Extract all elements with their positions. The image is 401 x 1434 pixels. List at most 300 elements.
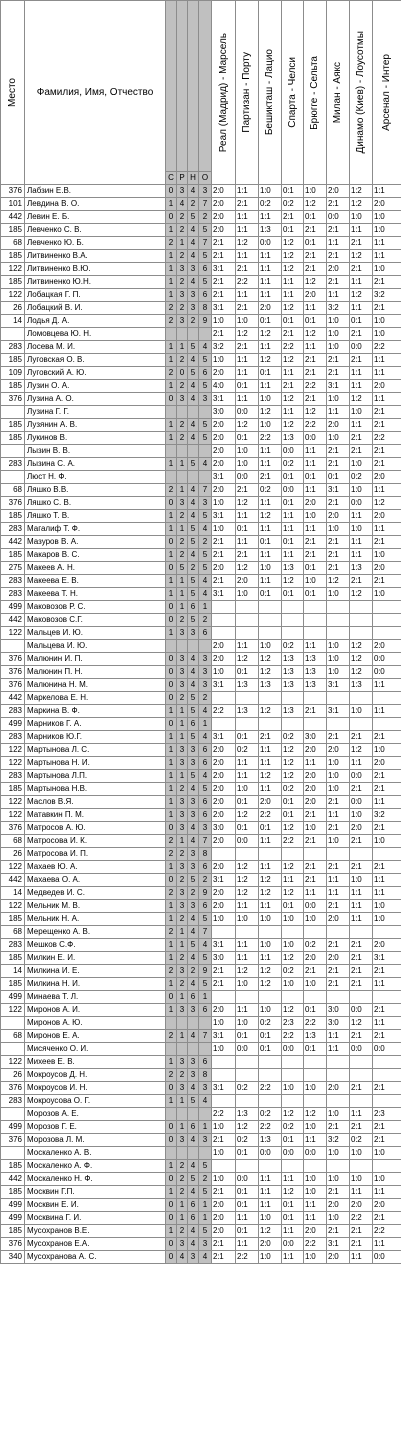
- stat-cell: [166, 640, 177, 653]
- score-cell: 1:0: [327, 432, 350, 445]
- stat-cell: 4: [188, 1238, 199, 1251]
- score-cell: [236, 926, 259, 939]
- score-cell: 2:0: [259, 796, 282, 809]
- table-row: [1, 718, 401, 731]
- stat-cell: 5: [199, 432, 212, 445]
- place-cell: 185: [1, 1186, 25, 1199]
- score-cell: 3:1: [212, 471, 236, 484]
- name-cell: Мельник Н. А.: [25, 913, 166, 926]
- score-cell: [282, 1056, 304, 1069]
- place-cell: 185: [1, 913, 25, 926]
- score-cell: 1:0: [327, 393, 350, 406]
- score-cell: 1:1: [259, 900, 282, 913]
- stat-cell: 2: [177, 1186, 188, 1199]
- score-cell: 1:3: [259, 224, 282, 237]
- stat-cell: [199, 406, 212, 419]
- stat-cell: [199, 445, 212, 458]
- score-cell: [327, 627, 350, 640]
- stat-cell: 1: [177, 991, 188, 1004]
- stat-cell: 0: [166, 1212, 177, 1225]
- score-cell: 1:2: [282, 861, 304, 874]
- match-header-cell: [282, 1, 304, 185]
- score-cell: 1:0: [212, 1017, 236, 1030]
- stat-cell: 2: [166, 848, 177, 861]
- name-cell: Махаев Ю. А.: [25, 861, 166, 874]
- score-cell: 2:0: [212, 1225, 236, 1238]
- stat-cell: 2: [166, 315, 177, 328]
- score-cell: [282, 692, 304, 705]
- stat-cell: 1: [166, 1186, 177, 1199]
- score-cell: 0:1: [304, 562, 327, 575]
- stat-cell: 7: [199, 1030, 212, 1043]
- score-cell: 1:0: [373, 1173, 401, 1186]
- stat-cell: 0: [166, 874, 177, 887]
- score-cell: 0:2: [282, 198, 304, 211]
- score-cell: 1:1: [282, 406, 304, 419]
- table-row: [1, 1147, 401, 1160]
- stat-label-points: О: [199, 172, 212, 185]
- score-cell: 2:1: [327, 1225, 350, 1238]
- stat-cell: 4: [188, 432, 199, 445]
- score-cell: 2:2: [236, 1251, 259, 1264]
- score-cell: 3:1: [212, 510, 236, 523]
- place-cell: 68: [1, 835, 25, 848]
- place-cell: [1, 1017, 25, 1030]
- stat-cell: 3: [188, 848, 199, 861]
- stat-cell: 5: [188, 705, 199, 718]
- stat-cell: 3: [199, 679, 212, 692]
- stat-cell: 0: [166, 211, 177, 224]
- stat-cell: 5: [199, 276, 212, 289]
- score-cell: 1:1: [373, 484, 401, 497]
- score-cell: 2:1: [212, 1238, 236, 1251]
- score-cell: 1:1: [236, 536, 259, 549]
- table-row: [1, 276, 401, 289]
- score-cell: 2:1: [282, 328, 304, 341]
- score-cell: 2:1: [373, 302, 401, 315]
- score-cell: 2:1: [373, 1121, 401, 1134]
- score-cell: [236, 848, 259, 861]
- score-cell: 1:1: [373, 978, 401, 991]
- stat-cell: [188, 1108, 199, 1121]
- stat-cell: 4: [188, 497, 199, 510]
- name-cell: Макеев А. Н.: [25, 562, 166, 575]
- score-cell: 1:1: [350, 1108, 373, 1121]
- score-cell: 1:0: [259, 640, 282, 653]
- stat-cell: 5: [188, 458, 199, 471]
- place-cell: 185: [1, 1225, 25, 1238]
- score-cell: 1:3: [282, 562, 304, 575]
- stat-cell: 5: [188, 211, 199, 224]
- table-row: [1, 822, 401, 835]
- score-cell: 1:0: [327, 523, 350, 536]
- score-cell: 1:3: [282, 653, 304, 666]
- stat-cell: 2: [166, 926, 177, 939]
- score-cell: 2:0: [212, 653, 236, 666]
- score-cell: [259, 614, 282, 627]
- score-cell: 1:1: [236, 289, 259, 302]
- stat-cell: 4: [188, 835, 199, 848]
- match-header: Милан - Аякс: [332, 61, 343, 124]
- match-header: Бешикташ - Лацио: [264, 49, 275, 136]
- score-cell: 1:1: [259, 757, 282, 770]
- stat-cell: 5: [199, 913, 212, 926]
- score-cell: 1:1: [304, 302, 327, 315]
- stat-cell: 1: [166, 276, 177, 289]
- score-cell: 1:0: [327, 1108, 350, 1121]
- score-cell: 1:3: [350, 562, 373, 575]
- score-cell: 2:1: [327, 549, 350, 562]
- score-cell: 2:1: [327, 445, 350, 458]
- score-cell: 1:2: [282, 250, 304, 263]
- name-cell: Макеева Е. В.: [25, 575, 166, 588]
- score-cell: 1:0: [236, 458, 259, 471]
- score-cell: 1:2: [259, 978, 282, 991]
- score-cell: 1:1: [350, 419, 373, 432]
- score-cell: 2:0: [327, 1251, 350, 1264]
- place-cell: 101: [1, 198, 25, 211]
- table-row: [1, 991, 401, 1004]
- stat-cell: 5: [188, 692, 199, 705]
- stat-cell: 3: [177, 757, 188, 770]
- stat-cell: 0: [166, 666, 177, 679]
- score-cell: 1:0: [212, 1173, 236, 1186]
- score-cell: 2:0: [212, 458, 236, 471]
- score-cell: [212, 718, 236, 731]
- stat-cell: 4: [188, 666, 199, 679]
- stat-cell: 2: [177, 783, 188, 796]
- score-cell: 2:3: [373, 1108, 401, 1121]
- stat-cell: 4: [188, 185, 199, 198]
- table-row: [1, 1108, 401, 1121]
- score-cell: 1:1: [259, 497, 282, 510]
- stat-cell: 1: [166, 705, 177, 718]
- stat-cell: 6: [188, 991, 199, 1004]
- score-cell: 1:0: [236, 315, 259, 328]
- stat-cell: 2: [199, 692, 212, 705]
- score-cell: 0:1: [282, 185, 304, 198]
- name-cell: Мусохранов Е.А.: [25, 1238, 166, 1251]
- score-cell: 1:3: [350, 679, 373, 692]
- place-cell: 185: [1, 432, 25, 445]
- score-cell: 0:2: [282, 783, 304, 796]
- score-cell: 2:1: [350, 861, 373, 874]
- name-cell: Лузина Г. Г.: [25, 406, 166, 419]
- score-cell: [373, 991, 401, 1004]
- stat-cell: [188, 328, 199, 341]
- score-cell: 1:2: [350, 198, 373, 211]
- score-cell: 1:3: [304, 1030, 327, 1043]
- stat-label-wins: С: [166, 172, 177, 185]
- stat-cell: 1: [166, 770, 177, 783]
- score-cell: 2:1: [327, 198, 350, 211]
- score-cell: 2:0: [327, 952, 350, 965]
- table-row: [1, 1082, 401, 1095]
- stat-cell: 0: [166, 562, 177, 575]
- score-cell: 1:0: [327, 1212, 350, 1225]
- score-cell: 1:3: [282, 705, 304, 718]
- score-cell: 0:1: [327, 471, 350, 484]
- score-cell: 2:0: [212, 1212, 236, 1225]
- score-cell: [373, 1160, 401, 1173]
- score-cell: 2:0: [212, 835, 236, 848]
- score-cell: 2:0: [350, 1199, 373, 1212]
- table-row: [1, 250, 401, 263]
- score-cell: [350, 1056, 373, 1069]
- score-cell: 2:1: [304, 393, 327, 406]
- stat-cell: 2: [177, 692, 188, 705]
- score-cell: [350, 614, 373, 627]
- score-cell: 1:2: [282, 757, 304, 770]
- name-cell: Мокроусова О. Г.: [25, 1095, 166, 1108]
- score-cell: 2:0: [373, 757, 401, 770]
- score-cell: [236, 718, 259, 731]
- table-row: [1, 926, 401, 939]
- score-cell: 1:1: [236, 211, 259, 224]
- stat-cell: 3: [177, 965, 188, 978]
- score-cell: 2:1: [304, 263, 327, 276]
- stat-cell: 1: [177, 484, 188, 497]
- name-cell: Матросова И. К.: [25, 835, 166, 848]
- score-cell: 1:1: [327, 237, 350, 250]
- stat-cell: 2: [166, 835, 177, 848]
- stat-cell: 0: [166, 679, 177, 692]
- score-cell: 2:1: [327, 965, 350, 978]
- score-cell: 2:0: [373, 380, 401, 393]
- score-cell: [350, 991, 373, 1004]
- table-row: [1, 1251, 401, 1264]
- name-cell: Матросова И. П.: [25, 848, 166, 861]
- score-cell: [304, 692, 327, 705]
- score-cell: 2:1: [327, 250, 350, 263]
- score-cell: 1:2: [282, 1004, 304, 1017]
- stat-cell: 1: [166, 354, 177, 367]
- score-cell: 2:1: [350, 575, 373, 588]
- score-cell: 1:2: [350, 1017, 373, 1030]
- place-cell: 122: [1, 796, 25, 809]
- stat-cell: 4: [199, 1251, 212, 1264]
- score-cell: 2:1: [350, 783, 373, 796]
- match-header: Арсенал - Интер: [381, 54, 392, 131]
- score-cell: 1:1: [282, 1225, 304, 1238]
- stat-cell: 0: [166, 601, 177, 614]
- score-cell: 2:0: [327, 1199, 350, 1212]
- name-cell: Левин Е. Б.: [25, 211, 166, 224]
- score-cell: 0:1: [236, 796, 259, 809]
- name-cell: Маслов В.Я.: [25, 796, 166, 809]
- score-cell: 2:0: [212, 445, 236, 458]
- score-cell: [304, 1160, 327, 1173]
- stat-cell: 1: [166, 1095, 177, 1108]
- place-cell: 185: [1, 1160, 25, 1173]
- score-cell: 1:1: [259, 575, 282, 588]
- score-cell: 3:0: [212, 406, 236, 419]
- score-cell: 1:1: [304, 445, 327, 458]
- score-cell: 3:2: [327, 1134, 350, 1147]
- stat-cell: 1: [166, 432, 177, 445]
- score-cell: 1:2: [236, 497, 259, 510]
- table-row: [1, 575, 401, 588]
- table-row: [1, 939, 401, 952]
- score-cell: 2:1: [350, 445, 373, 458]
- stat-cell: 1: [199, 1121, 212, 1134]
- score-cell: 1:2: [282, 237, 304, 250]
- score-cell: 2:0: [212, 432, 236, 445]
- score-cell: 1:2: [259, 965, 282, 978]
- header-row: [1, 1, 401, 172]
- score-cell: 2:1: [350, 965, 373, 978]
- stat-cell: 1: [166, 1056, 177, 1069]
- stat-cell: 3: [177, 1056, 188, 1069]
- score-cell: 2:0: [373, 471, 401, 484]
- score-cell: 1:1: [259, 835, 282, 848]
- table-row: [1, 1043, 401, 1056]
- name-cell: Лабзин Е.В.: [25, 185, 166, 198]
- place-cell: [1, 640, 25, 653]
- score-cell: 1:2: [282, 302, 304, 315]
- score-cell: 1:1: [259, 1186, 282, 1199]
- score-cell: 0:2: [236, 744, 259, 757]
- stat-cell: 2: [177, 913, 188, 926]
- score-cell: 1:1: [304, 484, 327, 497]
- table-row: [1, 731, 401, 744]
- score-cell: 3:0: [212, 952, 236, 965]
- score-cell: 1:2: [236, 809, 259, 822]
- score-cell: 3:1: [327, 380, 350, 393]
- score-cell: [282, 848, 304, 861]
- score-cell: 2:0: [304, 289, 327, 302]
- score-cell: 1:2: [236, 861, 259, 874]
- stat-cell: 2: [166, 965, 177, 978]
- table-row: [1, 1186, 401, 1199]
- score-cell: 2:1: [327, 458, 350, 471]
- score-cell: 1:0: [350, 523, 373, 536]
- score-cell: 1:0: [236, 913, 259, 926]
- score-cell: 2:1: [304, 874, 327, 887]
- table-row: [1, 887, 401, 900]
- score-cell: 2:1: [304, 536, 327, 549]
- score-cell: 1:2: [282, 354, 304, 367]
- name-cell: Мазуров В. А.: [25, 536, 166, 549]
- stat-cell: 2: [177, 354, 188, 367]
- score-cell: 2:1: [327, 497, 350, 510]
- score-cell: 1:1: [373, 874, 401, 887]
- score-cell: 1:1: [350, 224, 373, 237]
- table-row: [1, 796, 401, 809]
- place-cell: 122: [1, 757, 25, 770]
- name-cell: Люст Н. Ф.: [25, 471, 166, 484]
- score-cell: 2:2: [212, 705, 236, 718]
- stat-cell: 3: [177, 1082, 188, 1095]
- table-row: [1, 835, 401, 848]
- score-cell: 0:1: [282, 315, 304, 328]
- stat-cell: 4: [188, 822, 199, 835]
- score-cell: 2:1: [350, 1082, 373, 1095]
- stat-cell: 3: [188, 1004, 199, 1017]
- stat-cell: 3: [188, 1056, 199, 1069]
- score-cell: 0:1: [282, 224, 304, 237]
- score-cell: 1:0: [304, 1121, 327, 1134]
- stat-cell: 1: [166, 458, 177, 471]
- table-row: [1, 978, 401, 991]
- score-cell: 1:1: [304, 341, 327, 354]
- score-cell: [259, 1160, 282, 1173]
- stat-cell: [166, 1147, 177, 1160]
- score-cell: 2:1: [350, 328, 373, 341]
- score-cell: 2:1: [373, 1082, 401, 1095]
- score-cell: 2:1: [236, 484, 259, 497]
- place-cell: 26: [1, 302, 25, 315]
- name-cell: Маковозов С.Г.: [25, 614, 166, 627]
- stat-cell: 0: [166, 1251, 177, 1264]
- stat-cell: 0: [166, 1173, 177, 1186]
- stat-cell: 2: [177, 276, 188, 289]
- name-cell: Мерещенко А. В.: [25, 926, 166, 939]
- score-cell: [236, 991, 259, 1004]
- score-cell: 2:1: [373, 965, 401, 978]
- name-cell: Ломовцева Ю. Н.: [25, 328, 166, 341]
- score-cell: 3:1: [212, 393, 236, 406]
- name-cell: Левченко С. В.: [25, 224, 166, 237]
- score-cell: 1:0: [282, 978, 304, 991]
- stat-cell: 2: [177, 211, 188, 224]
- score-cell: 0:1: [259, 315, 282, 328]
- score-cell: 1:1: [259, 289, 282, 302]
- stat-cell: [177, 1017, 188, 1030]
- stat-cell: 1: [166, 913, 177, 926]
- score-cell: 1:1: [236, 393, 259, 406]
- score-cell: [350, 926, 373, 939]
- name-cell: Мартынова Н. И.: [25, 757, 166, 770]
- stat-cell: 1: [166, 419, 177, 432]
- place-cell: [1, 1108, 25, 1121]
- stat-cell: 7: [199, 198, 212, 211]
- score-cell: 1:0: [212, 315, 236, 328]
- stat-cell: 6: [199, 367, 212, 380]
- score-cell: 0:1: [236, 432, 259, 445]
- stat-cell: 4: [199, 523, 212, 536]
- score-cell: 2:0: [212, 744, 236, 757]
- score-cell: 1:1: [373, 354, 401, 367]
- score-cell: 2:1: [327, 900, 350, 913]
- score-cell: 1:0: [350, 809, 373, 822]
- score-cell: 2:2: [259, 1082, 282, 1095]
- stat-cell: 5: [199, 1225, 212, 1238]
- place-cell: 376: [1, 497, 25, 510]
- name-cell: Махаева О. А.: [25, 874, 166, 887]
- score-cell: 0:0: [236, 1173, 259, 1186]
- table-row: [1, 224, 401, 237]
- stat-cell: 4: [188, 419, 199, 432]
- stat-cell: 2: [177, 510, 188, 523]
- score-cell: 2:0: [212, 770, 236, 783]
- score-cell: 2:1: [373, 783, 401, 796]
- table-row: [1, 497, 401, 510]
- score-cell: [259, 1095, 282, 1108]
- score-cell: 1:2: [259, 328, 282, 341]
- score-cell: 1:0: [327, 666, 350, 679]
- score-cell: 2:0: [304, 1225, 327, 1238]
- stat-cell: 3: [188, 263, 199, 276]
- score-cell: 1:2: [350, 666, 373, 679]
- score-cell: 1:0: [327, 770, 350, 783]
- stat-cell: 3: [199, 185, 212, 198]
- stat-cell: 2: [177, 1069, 188, 1082]
- score-cell: 1:2: [282, 770, 304, 783]
- score-cell: 2:1: [304, 861, 327, 874]
- score-cell: 1:1: [373, 367, 401, 380]
- score-cell: [212, 1056, 236, 1069]
